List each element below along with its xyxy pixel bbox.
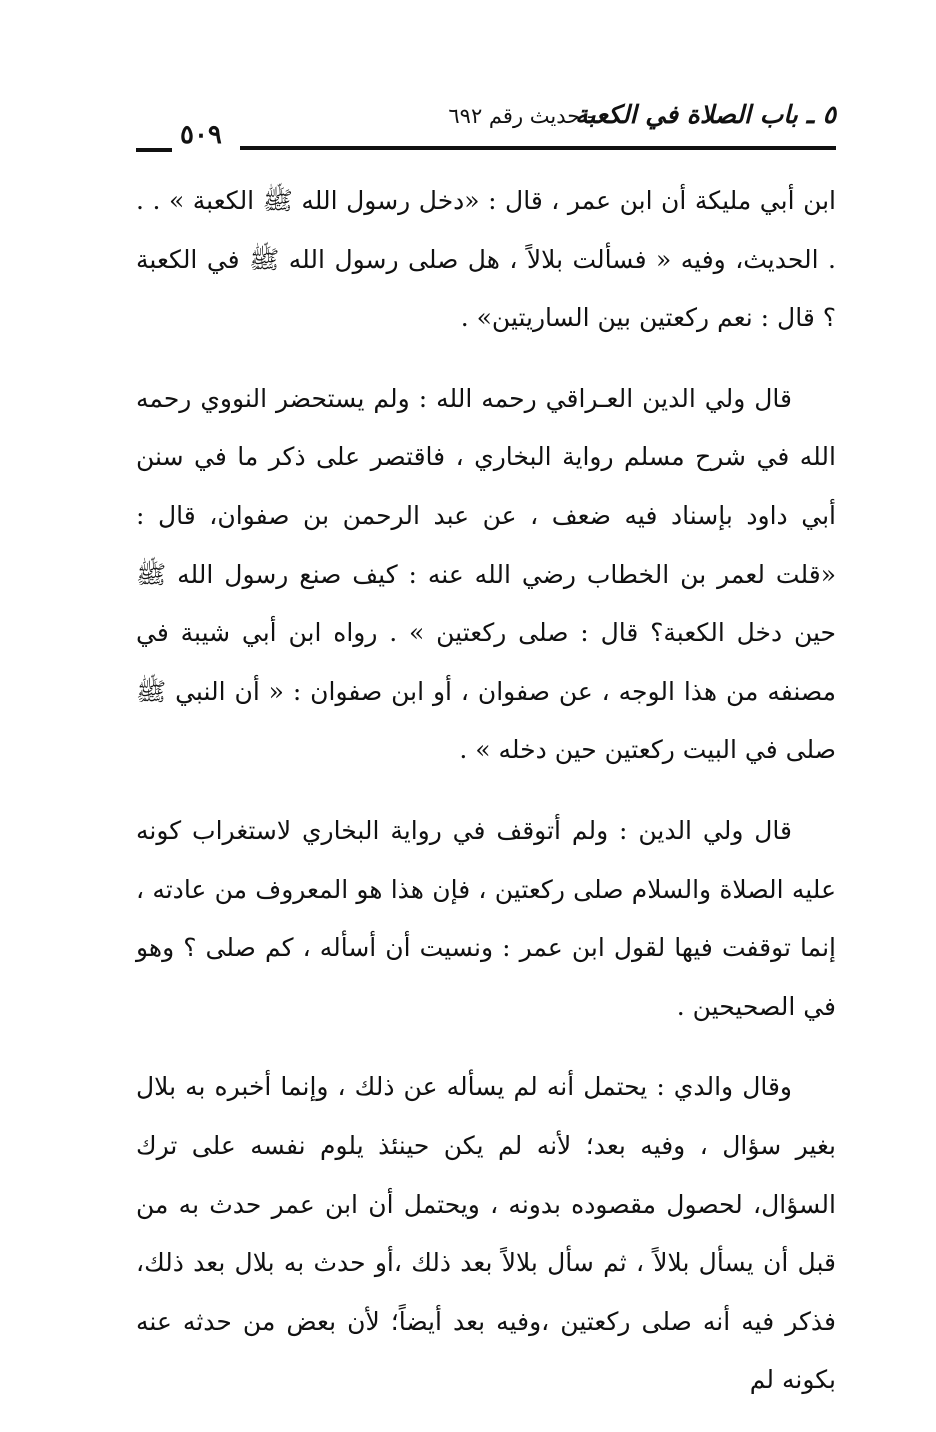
chapter-title: ٥ ـ باب الصلاة في الكعبة: [575, 100, 836, 129]
page-number-dash: [136, 148, 172, 152]
running-header: [136, 96, 836, 160]
paragraph: قال ولي الدين العـراقي رحمه الله : ولم يستحضر النووي رحمه الله في شرح مسلم رواية البخاري ، فاقتصر على ذكر ما في سنن أبي داود بإسناد فيه ضعف ، عن عبد الرحمن بن صفوان، قال : «قلت لعمر بن الخطاب رضي الله عنه : كيف صنع رسول الله ﷺ حين دخل الكعبة؟ قال : صلى ركعتين » . رواه ابن أبي شيبة في مصنفه من هذا الوجه ، عن صفوان ، أو ابن صفوان : « أن النبي ﷺ صلى في البيت ركعتين حين دخله » .: [136, 383, 836, 765]
paragraph: قال ولي الدين : ولم أتوقف في رواية البخاري لاستغراب كونه عليه الصلاة والسلام صلى ركعتين ، فإن هذا هو المعروف من عادته ، إنما توقفت فيها لقول ابن عمر : ونسيت أن أسأله ، كم صلى ؟ وهو في الصحيحين .: [136, 815, 836, 1021]
page-number: ٥٠٩: [180, 120, 222, 150]
paragraph: وقال والدي : يحتمل أنه لم يسأله عن ذلك ، وإنما أخبره به بلال بغير سؤال ، وفيه بعد؛ لأنه لم يكن حينئذ يلوم نفسه على ترك السؤال، لحصول مقصوده بدونه ، ويحتمل أن ابن عمر حدث به من قبل أن يسأل بلالاً ، ثم سأل بلالاً بعد ذلك ،أو حدث به بلال بعد ذلك، فذكر فيه أنه صلى ركعتين ،وفيه بعد أيضاً؛ لأن بعض من حدثه عنه بكونه لم: [136, 1072, 836, 1395]
paragraph: ابن أبي مليكة أن ابن عمر ، قال : «دخل رسول الله ﷺ الكعبة » . . . الحديث، وفيه « فسألت بلالاً ، هل صلى رسول الله ﷺ في الكعبة ؟ قال : نعم ركعتين بين الساريتين» .: [136, 186, 836, 333]
body-text: [136, 172, 836, 1432]
hadith-reference: - حديث رقم ٦٩٢: [448, 104, 594, 128]
header-rule: [240, 146, 836, 150]
